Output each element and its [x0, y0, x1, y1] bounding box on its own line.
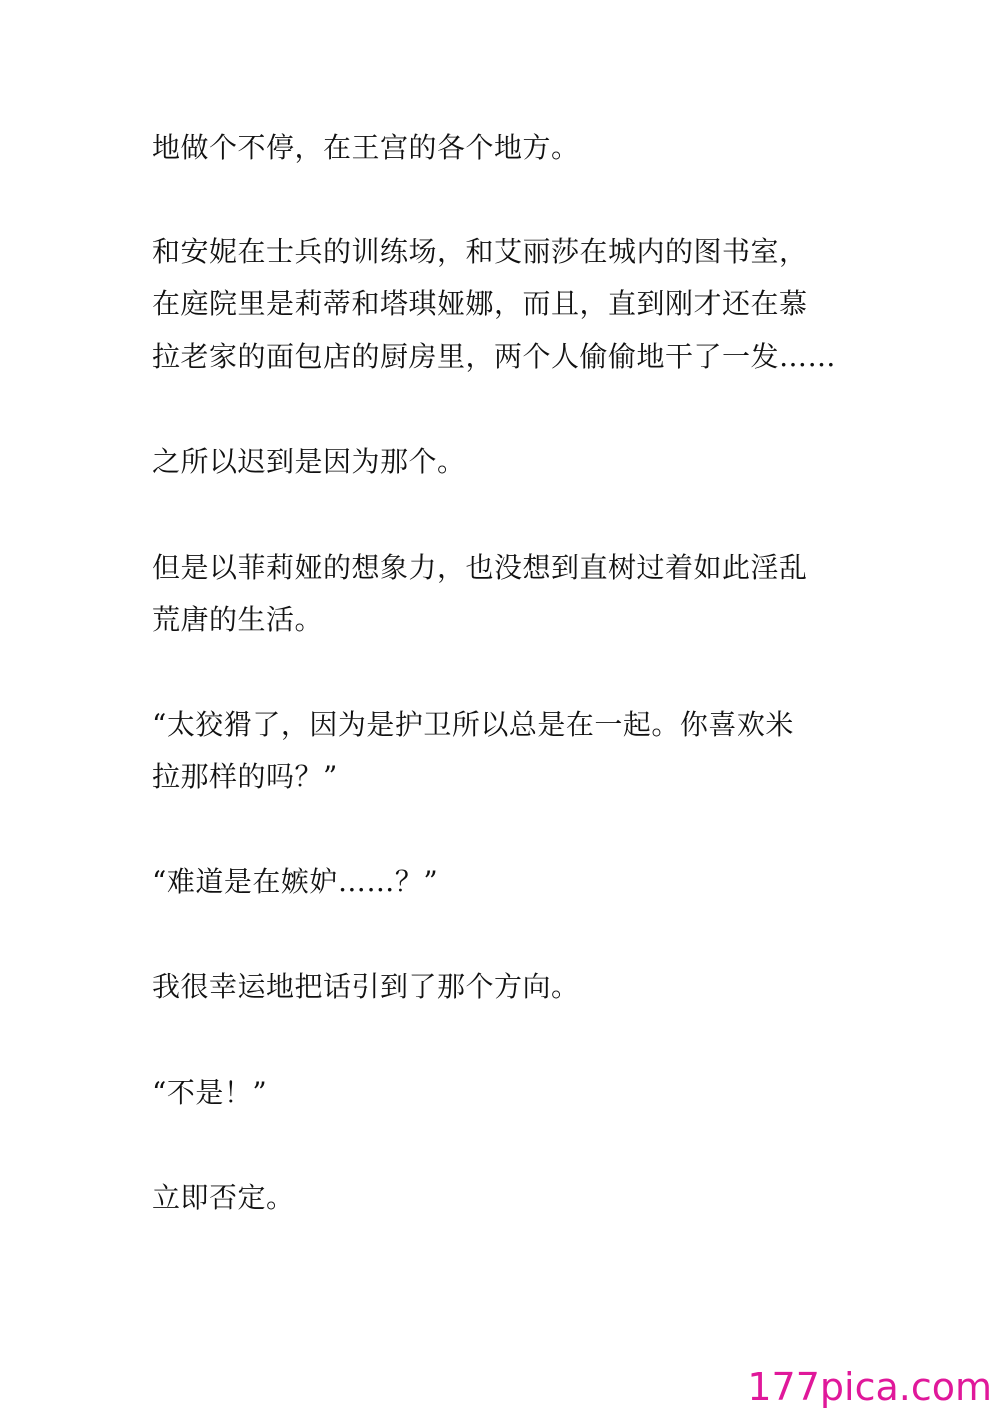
- paragraph-2-line-2: 在庭院里是莉蒂和塔琪娅娜，而且，直到刚才还在慕: [152, 287, 808, 320]
- paragraph-2-line-1: 和安妮在士兵的训练场，和艾丽莎在城内的图书室，: [152, 235, 808, 268]
- paragraph-3-line-1: 之所以迟到是因为那个。: [152, 445, 466, 478]
- paragraph-8-line-1: “不是！”: [152, 1076, 268, 1109]
- paragraph-2-line-3: 拉老家的面包店的厨房里，两个人偷偷地干了一发……: [152, 340, 837, 373]
- paragraph-7-line-1: 我很幸运地把话引到了那个方向。: [152, 970, 580, 1003]
- paragraph-5-line-1: “太狡猾了，因为是护卫所以总是在一起。你喜欢米: [152, 708, 794, 741]
- site-watermark: 177pica.com: [747, 1365, 992, 1409]
- paragraph-1-line-1: 地做个不停，在王宫的各个地方。: [152, 131, 580, 164]
- paragraph-9-line-1: 立即否定。: [152, 1181, 295, 1214]
- paragraph-5-line-2: 拉那样的吗？”: [152, 760, 338, 793]
- paragraph-6-line-1: “难道是在嫉妒……？”: [152, 865, 439, 898]
- paragraph-4-line-2: 荒唐的生活。: [152, 603, 324, 636]
- paragraph-4-line-1: 但是以菲莉娅的想象力，也没想到直树过着如此淫乱: [152, 551, 808, 584]
